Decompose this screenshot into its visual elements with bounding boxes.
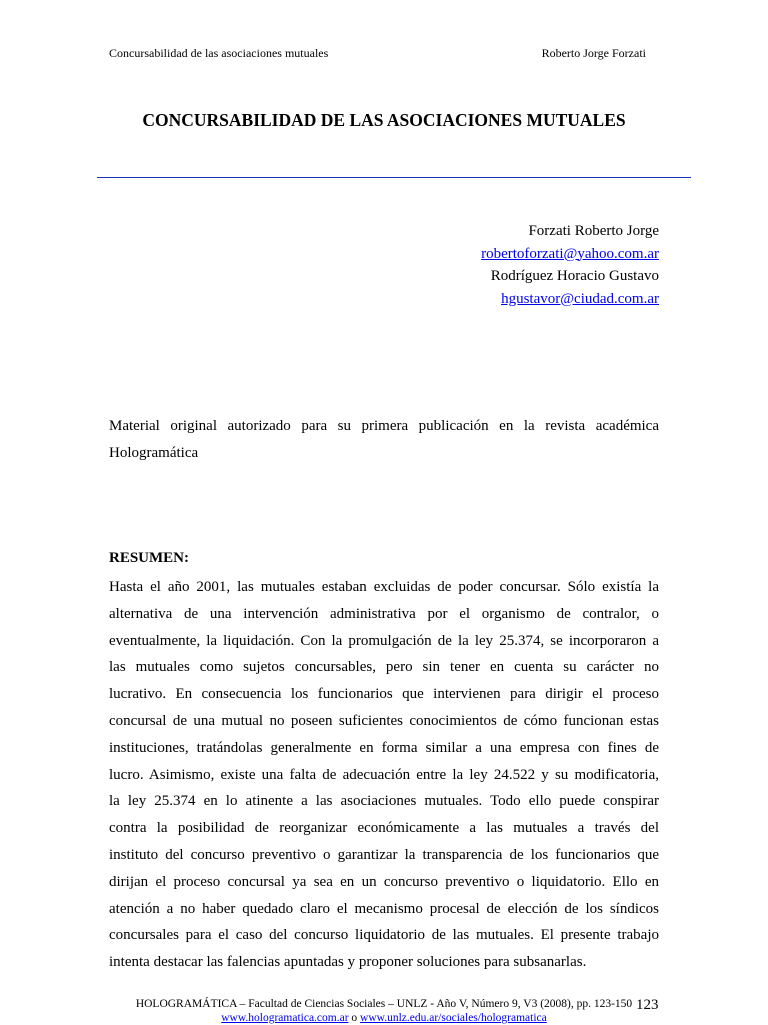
author1-email-link[interactable]: robertoforzati@yahoo.com.ar [481,245,659,262]
abstract-line: alternativa de una intervención administrativa por el organismo de contralor, o [109,605,659,622]
abstract-heading: RESUMEN: [109,550,190,566]
abstract-line: atención a no haber quedado claro el mecanismo procesal de elección de los síndicos [109,900,659,917]
publication-note: Material original autorizado para su primera publicación en la revista académica Hologramática [109,418,659,461]
abstract-line: lucrativo. En consecuencia los funcionarios que intervienen para dirigir el proceso [109,686,659,703]
footer-link-hologramatica[interactable]: www.hologramatica.com.ar [221,1012,349,1024]
abstract-line: Hasta el año 2001, las mutuales estaban excluidas de poder concursar. Sólo existía la [109,579,659,595]
article-title: CONCURSABILIDAD DE LAS ASOCIACIONES MUTUALES [142,110,626,130]
title-divider [97,177,691,178]
abstract-line: instituciones, tratándolas generalmente en forma similar a una empresa con fines de [109,739,659,756]
footer-journal-info: HOLOGRAMÁTICA – Facultad de Ciencias Sociales – UNLZ - Año V, Número 9, V3 (2008), pp. 123-150 [135,998,633,1010]
abstract-body [109,574,659,976]
abstract-line: la ley 25.374 en lo atinente a las asociaciones mutuales. Todo ello puede conspirar [109,793,659,810]
running-header-title: Concursabilidad de las asociaciones mutuales [109,46,329,60]
author2-email-link[interactable]: hgustavor@ciudad.com.ar [501,290,659,307]
page-number: 123 [636,997,659,1013]
author2-name: Rodríguez Horacio Gustavo [490,268,659,284]
abstract-line: instituto del concurso preventivo o garantizar la transparencia de los funcionarios que [109,846,659,863]
abstract-line: contra la posibilidad de reorganizar económicamente a las mutuales a través del [109,820,659,837]
author1-name: Forzati Roberto Jorge [528,223,659,239]
abstract-line: eventualmente, la liquidación. Con la promulgación de la ley 25.374, se incorporaron a [109,632,659,649]
abstract-line: concursales para el caso del concurso liquidatorio de las mutuales. El presente trabajo [109,927,659,944]
footer-link-connector: o [348,1012,361,1024]
abstract-line: concursal de una mutual no poseen suficientes conocimientos de cómo funcionan estas [109,712,659,729]
abstract-line: dirijan el proceso concursal ya sea en un concurso preventivo o liquidatorio. Ello en [109,873,659,890]
abstract-line: lucro. Asimismo, existe una falta de adecuación entre la ley 24.522 y su modificatoria, [109,766,659,783]
running-header-author: Roberto Jorge Forzati [541,46,646,60]
footer-link-unlz[interactable]: www.unlz.edu.ar/sociales/hologramatica [360,1012,547,1024]
author-block [481,220,659,310]
abstract-line: intenta destacar las falencias apuntadas y proponer soluciones para subsanarlas. [109,954,587,971]
abstract-line: las mutuales como sujetos concursables, pero sin tener en cuenta su carácter no [109,659,659,676]
